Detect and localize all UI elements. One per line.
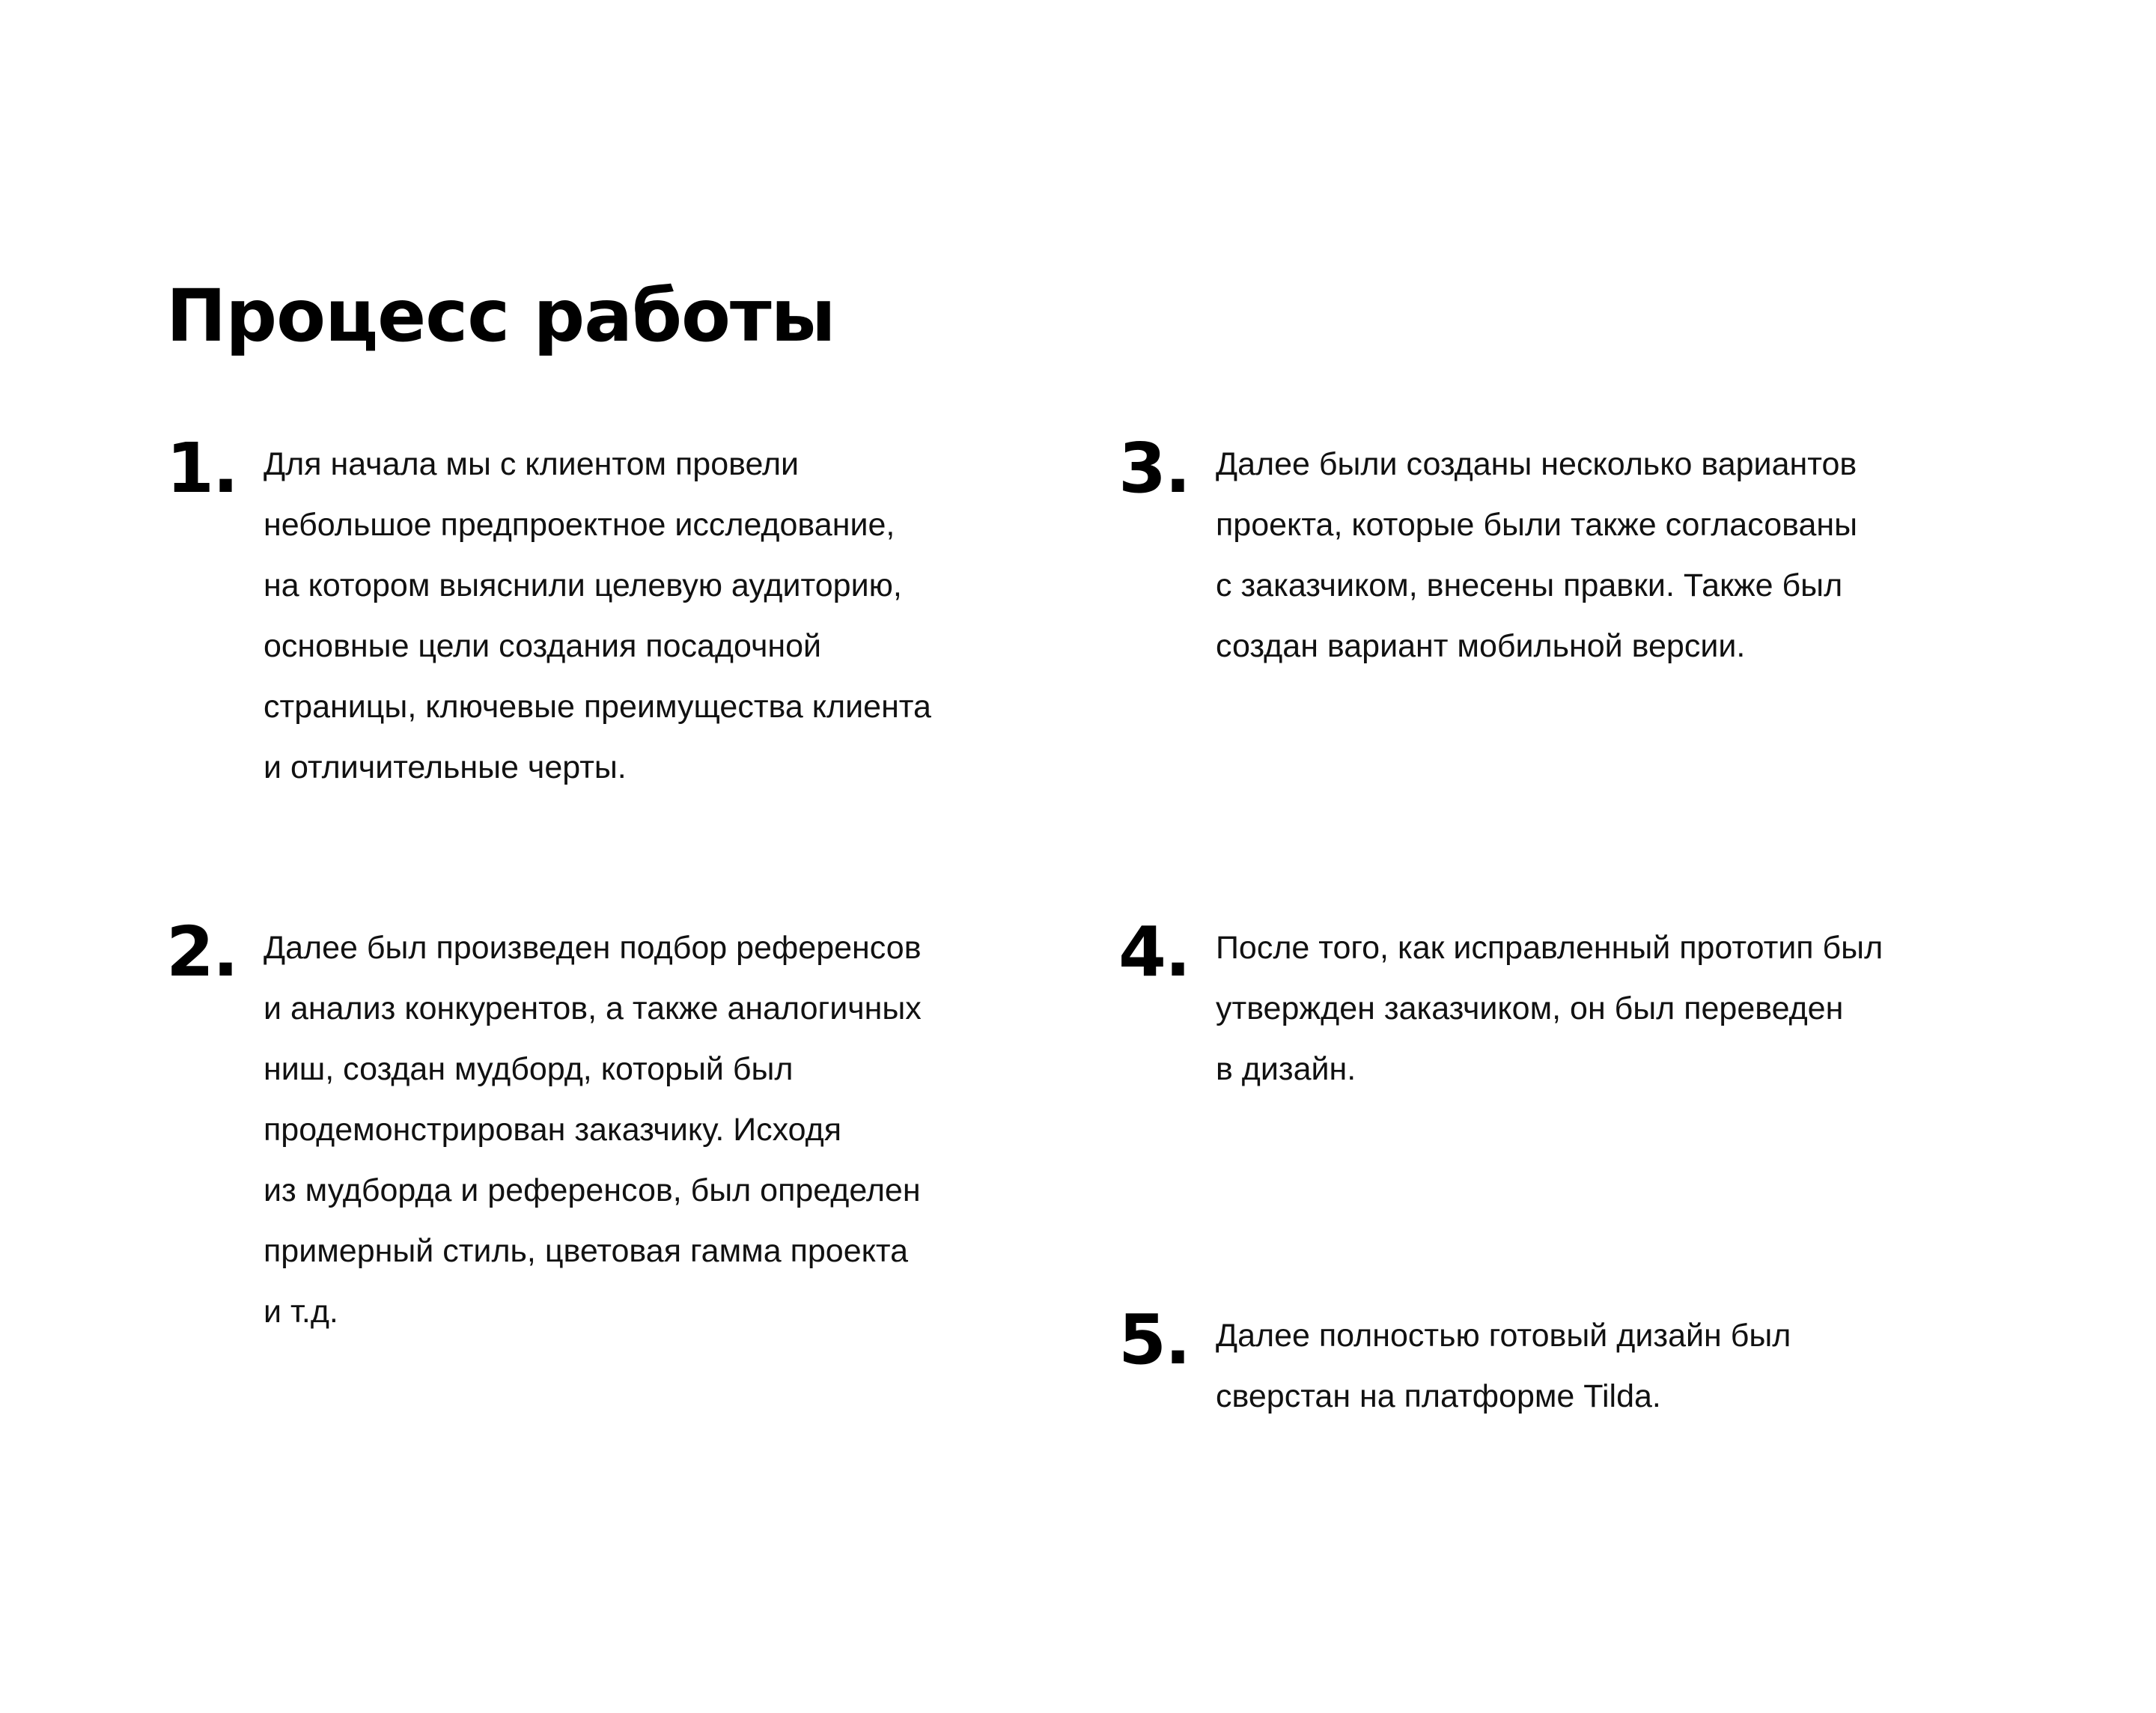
step-text-line: небольшое предпроектное исследование, xyxy=(264,507,895,543)
step-number: 1. xyxy=(166,428,237,508)
step-text-line: в дизайн. xyxy=(1216,1051,1356,1087)
step-number: 5. xyxy=(1118,1300,1190,1380)
step-text-line: сверстан на платформе Tilda. xyxy=(1216,1378,1661,1414)
step-text-line: на котором выяснили целевую аудиторию, xyxy=(264,568,902,603)
step-number: 4. xyxy=(1118,912,1190,992)
step-description xyxy=(1216,1306,1791,1427)
step-text-line: и анализ конкурентов, а также аналогичных xyxy=(264,991,922,1026)
step-description xyxy=(1216,918,1883,1100)
step-text-line: ниш, создан мудборд, который был xyxy=(264,1051,794,1087)
step-text-line: продемонстрирован заказчику. Исходя xyxy=(264,1112,842,1148)
step-number: 2. xyxy=(166,912,237,992)
step-text-line: примерный стиль, цветовая гамма проекта xyxy=(264,1233,909,1269)
step-text-line: и отличительные черты. xyxy=(264,749,627,785)
step-text-line: основные цели создания посадочной xyxy=(264,628,822,664)
step-description xyxy=(264,918,922,1342)
step-text-line: с заказчиком, внесены правки. Также был xyxy=(1216,568,1843,603)
step-text-line: После того, как исправленный прототип был xyxy=(1216,930,1884,966)
step-text-line: утвержден заказчиком, он был переведен xyxy=(1216,991,1844,1026)
step-description xyxy=(1216,434,1857,677)
step-text-line: и т.д. xyxy=(264,1294,338,1330)
step-text-line: Далее были созданы несколько вариантов xyxy=(1216,446,1857,482)
step-text-line: из мудборда и референсов, был определен xyxy=(264,1172,921,1208)
page-title: Процесс работы xyxy=(166,274,835,358)
step-text-line: проекта, которые были также согласованы xyxy=(1216,507,1858,543)
step-text-line: Для начала мы с клиентом провели xyxy=(264,446,800,482)
step-text-line: Далее полностью готовый дизайн был xyxy=(1216,1318,1791,1354)
step-number: 3. xyxy=(1118,428,1190,508)
step-text-line: страницы, ключевые преимущества клиента xyxy=(264,689,931,725)
step-description xyxy=(264,434,931,798)
step-text-line: Далее был произведен подбор референсов xyxy=(264,930,922,966)
step-text-line: создан вариант мобильной версии. xyxy=(1216,628,1746,664)
